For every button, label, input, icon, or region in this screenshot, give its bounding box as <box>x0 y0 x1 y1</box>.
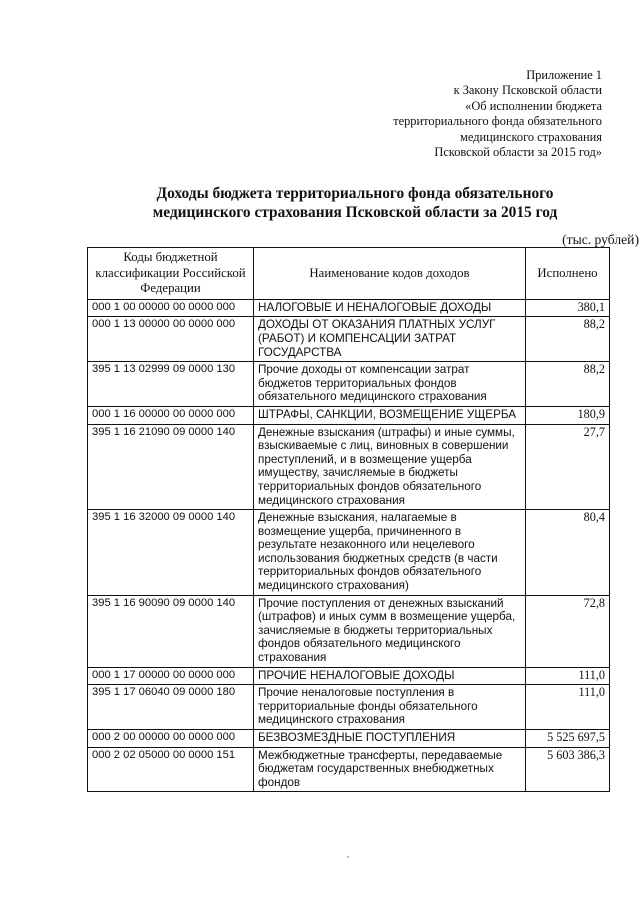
cell-value: 5 525 697,5 <box>526 730 610 748</box>
cell-name: Прочие поступления от денежных взысканий (штрафов) и иных сумм в возмещение ущерба, зачисляемые в бюджеты территориальных фондов обязательного медицинского страхования <box>254 595 526 667</box>
cell-value: 380,1 <box>526 299 610 317</box>
cell-name: Прочие неналоговые поступления в территориальные фонды обязательного медицинского страхования <box>254 685 526 730</box>
appendix-line: Приложение 1 <box>526 68 602 82</box>
table-row <box>88 595 610 667</box>
cell-code: 000 1 17 00000 00 0000 000 <box>88 667 254 685</box>
cell-name: ДОХОДЫ ОТ ОКАЗАНИЯ ПЛАТНЫХ УСЛУГ (РАБОТ) И КОМПЕНСАЦИИ ЗАТРАТ ГОСУДАРСТВА <box>254 317 526 362</box>
header-value: Исполнено <box>526 248 610 300</box>
appendix-line: к Закону Псковской области <box>453 83 602 98</box>
cell-name: Денежные взыскания, налагаемые в возмещение ущерба, причиненного в результате незаконного или нецелевого использования бюджетных средств (в части территориальных фондов обязательного медицинского страхования) <box>254 510 526 596</box>
table-row <box>88 685 610 730</box>
cell-value: 27,7 <box>526 424 610 510</box>
cell-name: Прочие доходы от компенсации затрат бюджетов территориальных фондов обязательного медицинского страхования <box>254 362 526 407</box>
title-line-1: Доходы бюджета территориального фонда обязательного <box>156 185 554 202</box>
cell-value: 80,4 <box>526 510 610 596</box>
cell-value: 88,2 <box>526 362 610 407</box>
appendix-line: медицинского страхования <box>460 129 602 144</box>
cell-code: 395 1 16 32000 09 0000 140 <box>88 510 254 596</box>
table-row <box>88 299 610 317</box>
cell-name: Денежные взыскания (штрафы) и иные суммы, взыскиваемые с лиц, виновных в совершении преступлений, и в возмещение ущерба имуществу, зачисляемые в бюджеты территориальных фондов обязательного медицинского страхования <box>254 424 526 510</box>
cell-name: БЕЗВОЗМЕЗДНЫЕ ПОСТУПЛЕНИЯ <box>254 730 526 748</box>
cell-value: 111,0 <box>526 667 610 685</box>
cell-name: НАЛОГОВЫЕ И НЕНАЛОГОВЫЕ ДОХОДЫ <box>254 299 526 317</box>
cell-code: 395 1 17 06040 09 0000 180 <box>88 685 254 730</box>
cell-value: 111,0 <box>526 685 610 730</box>
appendix-line: «Об исполнении бюджета <box>465 98 602 113</box>
table-row <box>88 406 610 424</box>
cell-code: 395 1 16 21090 09 0000 140 <box>88 424 254 510</box>
cell-code: 000 1 13 00000 00 0000 000 <box>88 317 254 362</box>
document-title <box>0 185 640 222</box>
units-label: (тыс. рублей) <box>562 232 639 247</box>
cell-code: 000 1 16 00000 00 0000 000 <box>88 406 254 424</box>
cell-code: 395 1 16 90090 09 0000 140 <box>88 595 254 667</box>
revenue-table <box>87 247 610 792</box>
appendix-note <box>393 68 602 160</box>
appendix-line: Псковской области за 2015 год» <box>434 145 602 160</box>
table-row <box>88 317 610 362</box>
table-row <box>88 747 610 792</box>
table-row <box>88 424 610 510</box>
cell-code: 000 2 00 00000 00 0000 000 <box>88 730 254 748</box>
table-row <box>88 730 610 748</box>
table-row <box>88 510 610 596</box>
title-line-2: медицинского страхования Псковской области за 2015 год <box>152 203 558 221</box>
table-row <box>88 362 610 407</box>
header-name: Наименование кодов доходов <box>254 248 526 300</box>
table-row <box>88 667 610 685</box>
cell-name: ПРОЧИЕ НЕНАЛОГОВЫЕ ДОХОДЫ <box>254 667 526 685</box>
appendix-line: территориального фонда обязательного <box>393 114 602 129</box>
cell-code: 000 1 00 00000 00 0000 000 <box>88 299 254 317</box>
cell-value: 180,9 <box>526 406 610 424</box>
cell-value: 72,8 <box>526 595 610 667</box>
table-header-row <box>88 248 610 300</box>
cell-value: 88,2 <box>526 317 610 362</box>
cell-value: 5 603 386,3 <box>526 747 610 792</box>
header-code: Коды бюджетной классификации Российской Федерации <box>88 248 254 300</box>
scan-speck <box>347 856 349 858</box>
cell-name: ШТРАФЫ, САНКЦИИ, ВОЗМЕЩЕНИЕ УЩЕРБА <box>254 406 526 424</box>
cell-name: Межбюджетные трансферты, передаваемые бюджетам государственных внебюджетных фондов <box>254 747 526 792</box>
cell-code: 000 2 02 05000 00 0000 151 <box>88 747 254 792</box>
cell-code: 395 1 13 02999 09 0000 130 <box>88 362 254 407</box>
